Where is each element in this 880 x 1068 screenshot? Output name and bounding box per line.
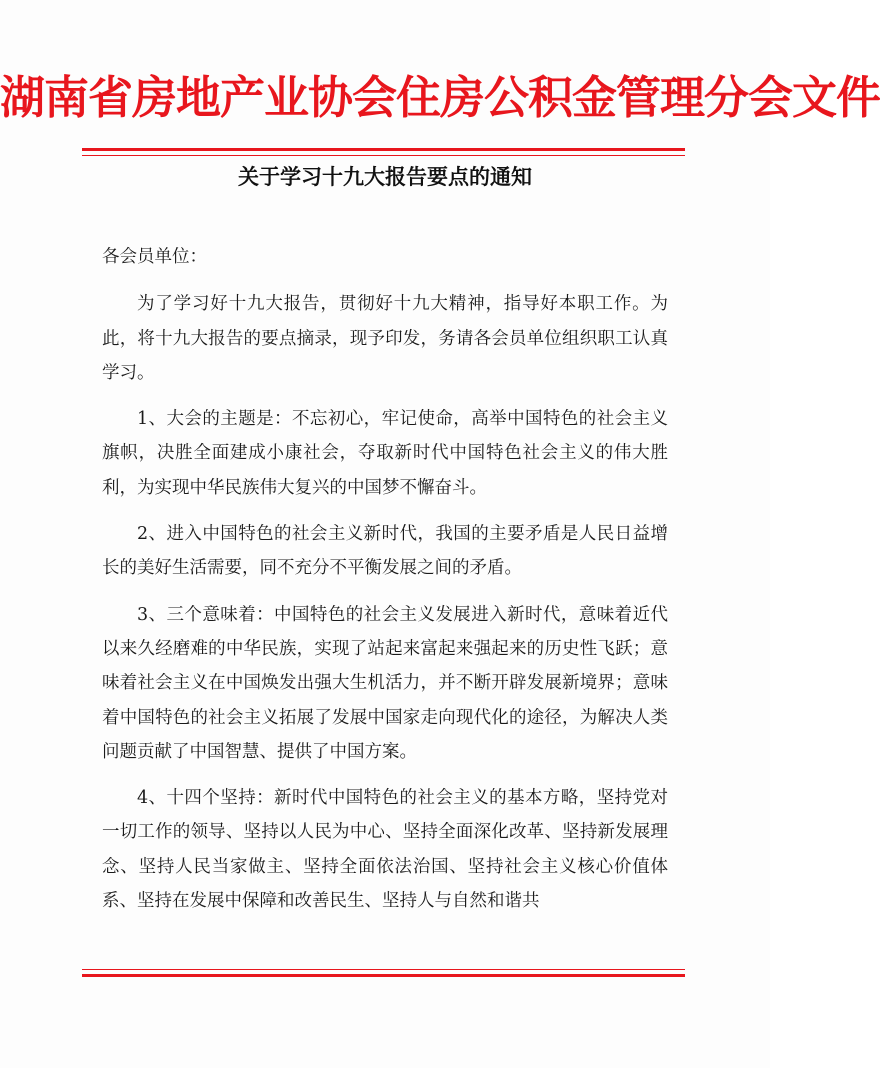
footer-rule-thin xyxy=(82,969,685,970)
paragraph-three-meanings: 3、三个意味着：中国特色的社会主义发展进入新时代，意味着近代以来久经磨难的中华民族，实现了站起来富起来强起来的历史性飞跃；意味着社会主义在中国焕发出强大生机活力，并不断开辟发展新境界；意味着中国特色的社会主义拓展了发展中国家走向现代化的途径，为解决人类问题贡献了中国智慧、提供了中国方案。 xyxy=(102,604,668,762)
notice-title: 关于学习十九大报告要点的通知 xyxy=(238,165,532,189)
footer-rule-thick xyxy=(82,974,685,977)
masthead-title: 湖南省房地产业协会住房公积金管理分会文件 xyxy=(0,71,880,124)
paragraph-intro: 为了学习好十九大报告，贯彻好十九大精神，指导好本职工作。为此，将十九大报告的要点摘录，现予印发，务请各会员单位组织职工认真学习。 xyxy=(102,294,668,383)
header-rule-thin xyxy=(82,155,685,156)
paragraph-fourteen-adherences: 4、十四个坚持：新时代中国特色的社会主义的基本方略，坚持党对一切工作的领导、坚持以人民为中心、坚持全面深化改革、坚持新发展理念、坚持人民当家做主、坚持全面依法治国、坚持社会主义核心价值体系、坚持在发展中保障和改善民生、坚持人与自然和谐共 xyxy=(102,788,668,912)
notice-body xyxy=(102,240,668,930)
paragraph-contradiction: 2、进入中国特色的社会主义新时代，我国的主要矛盾是人民日益增长的美好生活需要，同不充分不平衡发展之间的矛盾。 xyxy=(102,524,668,579)
header-rule-thick xyxy=(82,148,685,151)
salutation: 各会员单位： xyxy=(102,247,207,267)
paragraph-theme: 1、大会的主题是：不忘初心，牢记使命，高举中国特色的社会主义旗帜，决胜全面建成小康社会，夺取新时代中国特色社会主义的伟大胜利，为实现中华民族伟大复兴的中国梦不懈奋斗。 xyxy=(102,409,668,498)
